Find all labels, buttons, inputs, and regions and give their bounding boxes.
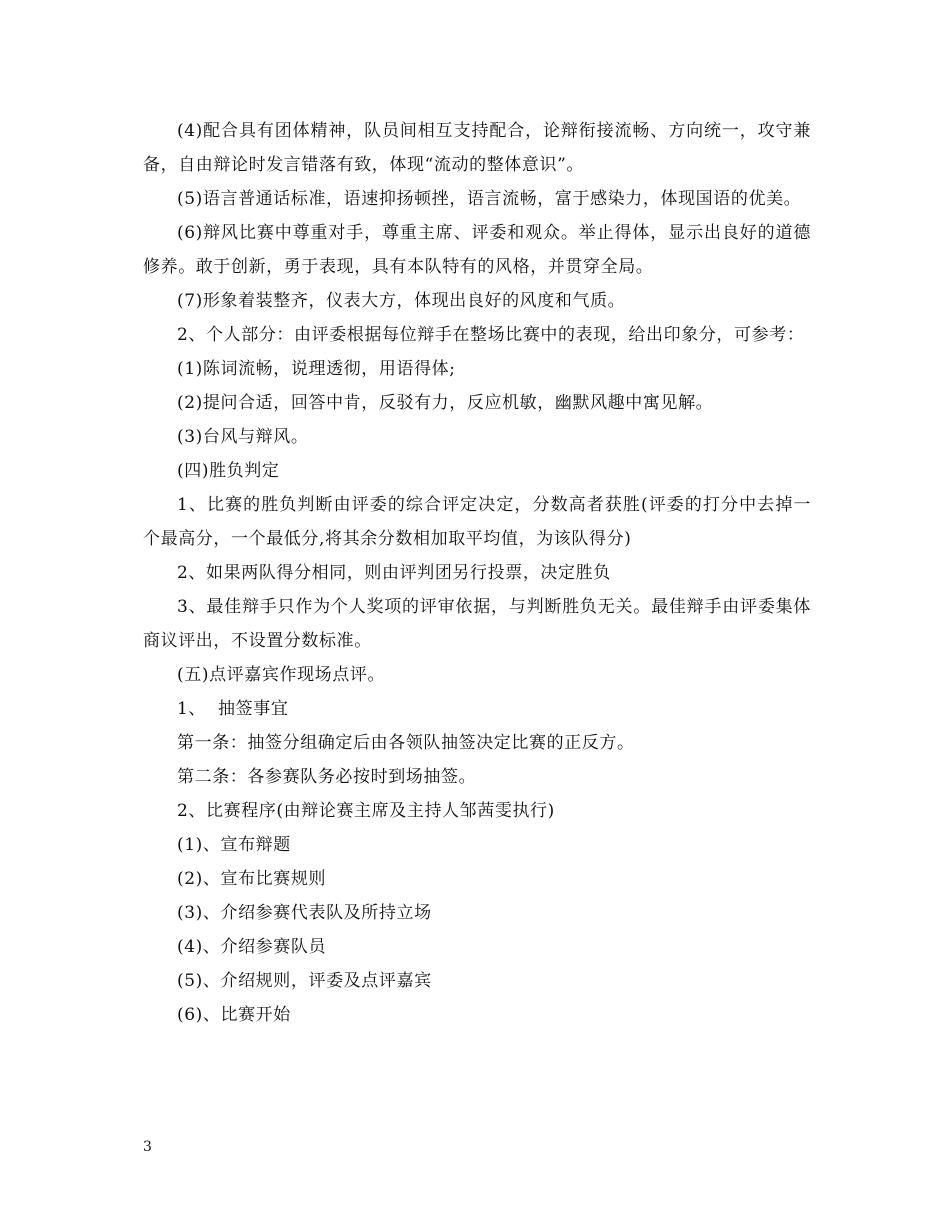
list-item-procedure-4: (4)、介绍参赛队员 (177, 937, 327, 957)
paragraph-criterion-4: (4)配合具有团体精神，队员间相互支持配合，论辩衔接流畅、方向统一，攻守兼备，自由辩论时发言错落有致，体现“流动的整体意识”。 (143, 121, 811, 175)
section-heading-commentary: (五)点评嘉宾作现场点评。 (177, 665, 386, 685)
list-item-procedure-6: (6)、比赛开始 (177, 1005, 291, 1025)
paragraph-individual-2: (2)提问合适，回答中肯，反驳有力，反应机敏，幽默风趣中寓见解。 (177, 393, 714, 413)
body-text (143, 114, 811, 1032)
list-item-procedure-2: (2)、宣布比赛规则 (177, 869, 327, 889)
list-item-procedure-3: (3)、介绍参赛代表队及所持立场 (177, 903, 432, 923)
paragraph-judging-1: 1、比赛的胜负判断由评委的综合评定决定，分数高者获胜(评委的打分中去掉一个最高分，一个最低分,将其余分数相加取平均值，为该队得分) (143, 495, 811, 549)
paragraph-criterion-6: (6)辩风比赛中尊重对手，尊重主席、评委和观众。举止得体，显示出良好的道德修养。敢于创新，勇于表现，具有本队特有的风格，并贯穿全局。 (143, 223, 811, 277)
page-number: 3 (143, 1139, 152, 1155)
paragraph-draw-article-2: 第二条：各参赛队务必按时到场抽签。 (177, 767, 477, 787)
section-heading-judging: (四)胜负判定 (177, 461, 280, 481)
list-item-procedure-5: (5)、介绍规则，评委及点评嘉宾 (177, 971, 432, 991)
list-item-procedure-1: (1)、宣布辩题 (177, 835, 291, 855)
paragraph-criterion-7: (7)形象着装整齐，仪表大方，体现出良好的风度和气质。 (177, 291, 626, 311)
paragraph-individual-3: (3)台风与辩风。 (177, 427, 309, 447)
paragraph-criterion-5: (5)语言普通话标准，语速抑扬顿挫，语言流畅，富于感染力，体现国语的优美。 (177, 189, 802, 209)
paragraph-judging-2: 2、如果两队得分相同，则由评判团另行投票，决定胜负 (177, 563, 611, 583)
paragraph-procedure-heading: 2、比赛程序(由辩论赛主席及主持人邹茜雯执行) (177, 801, 555, 821)
paragraph-individual-1: (1)陈词流畅，说理透彻，用语得体; (177, 359, 456, 379)
paragraph-individual-section: 2、个人部分：由评委根据每位辩手在整场比赛中的表现，给出印象分，可参考： (177, 325, 805, 345)
paragraph-judging-3: 3、最佳辩手只作为个人奖项的评审依据，与判断胜负无关。最佳辩手由评委集体商议评出，不设置分数标准。 (143, 597, 811, 651)
paragraph-draw-article-1: 第一条：抽签分组确定后由各领队抽签决定比赛的正反方。 (177, 733, 635, 753)
paragraph-draw-heading: 1、 抽签事宜 (177, 699, 289, 719)
